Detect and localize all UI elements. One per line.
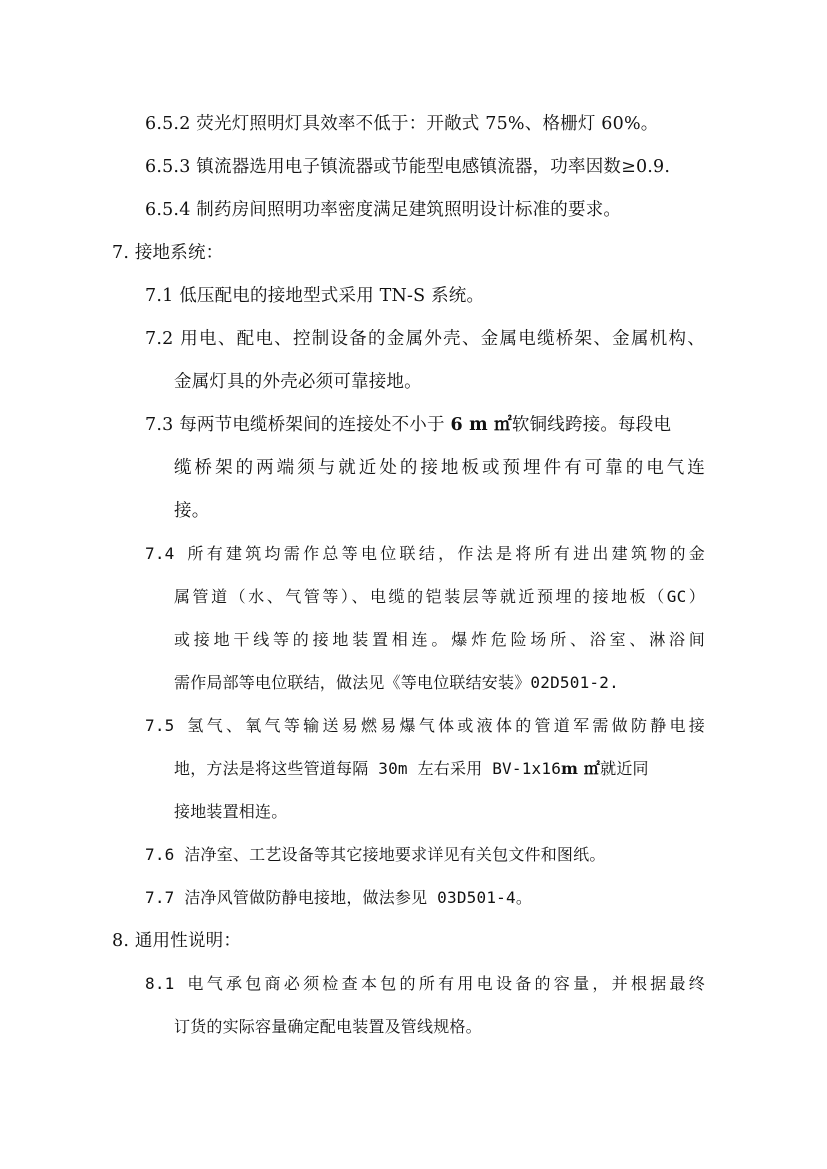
clause-8-1-line-2: 订货的实际容量确定配电装置及管线规格。 <box>174 1017 482 1036</box>
clause-7-3-line-1 <box>145 413 671 437</box>
clause-7-5-line-1: 7.5 氢气、氧气等输送易燃易爆气体或液体的管道军需做防静电接 <box>145 716 705 735</box>
clause-7-3-line-2: 缆桥架的两端须与就近处的接地板或预埋件有可靠的电气连 <box>174 458 705 478</box>
clause-7-3-line-3: 接。 <box>174 501 210 521</box>
clause-6-5-2: 6.5.2 荧光灯照明灯具效率不低于：开敞式 75%、格栅灯 60%。 <box>145 114 659 134</box>
clause-7-5-line-3: 接地装置相连。 <box>174 802 288 821</box>
clause-8-1-line-1: 8.1 电气承包商必须检查本包的所有用电设备的容量，并根据最终 <box>145 974 705 993</box>
clause-7-5-text-a: 地，方法是将这些管道每隔 30m 左右采用 BV-1x16 <box>174 759 562 778</box>
clause-7-5-text-b: 就近同 <box>600 759 649 778</box>
clause-6-5-3: 6.5.3 镇流器选用电子镇流器或节能型电感镇流器，功率因数≥0.9. <box>145 157 671 177</box>
clause-7-6: 7.6 洁净室、工艺设备等其它接地要求详见有关包文件和图纸。 <box>145 845 606 864</box>
clause-7-3-text-b: 软铜线跨接。每段电 <box>511 415 672 435</box>
clause-7-5-unit: m ㎡ <box>561 759 601 778</box>
clause-7-1: 7.1 低压配电的接地型式采用 TN-S 系统。 <box>145 286 485 306</box>
section-8-heading: 8. 通用性说明： <box>112 931 242 951</box>
clause-7-2-line-2: 金属灯具的外壳必须可靠接地。 <box>174 372 422 392</box>
clause-7-4-line-4: 需作局部等电位联结，做法见《等电位联结安装》02D501-2. <box>174 673 619 692</box>
clause-7-4-line-1: 7.4 所有建筑均需作总等电位联结，作法是将所有进出建筑物的金 <box>145 544 705 563</box>
clause-7-7: 7.7 洁净风管做防静电接地，做法参见 03D501-4。 <box>145 888 533 907</box>
clause-6-5-4: 6.5.4 制药房间照明功率密度满足建筑照明设计标准的要求。 <box>145 200 622 220</box>
clause-7-4-line-2: 属管道（水、气管等）、电缆的铠装层等就近预埋的接地板（GC） <box>174 587 705 606</box>
clause-7-2-line-1: 7.2 用电、配电、控制设备的金属外壳、金属电缆桥架、金属机构、 <box>145 329 705 349</box>
clause-7-4-line-3: 或接地干线等的接地装置相连。爆炸危险场所、浴室、淋浴间 <box>174 630 705 649</box>
section-7-heading: 7. 接地系统： <box>112 243 224 263</box>
clause-7-3-unit: 6 m ㎡ <box>450 415 512 435</box>
clause-7-3-text-a: 7.3 每两节电缆桥架间的连接处不小于 <box>145 415 445 435</box>
clause-7-5-line-2 <box>174 757 649 781</box>
